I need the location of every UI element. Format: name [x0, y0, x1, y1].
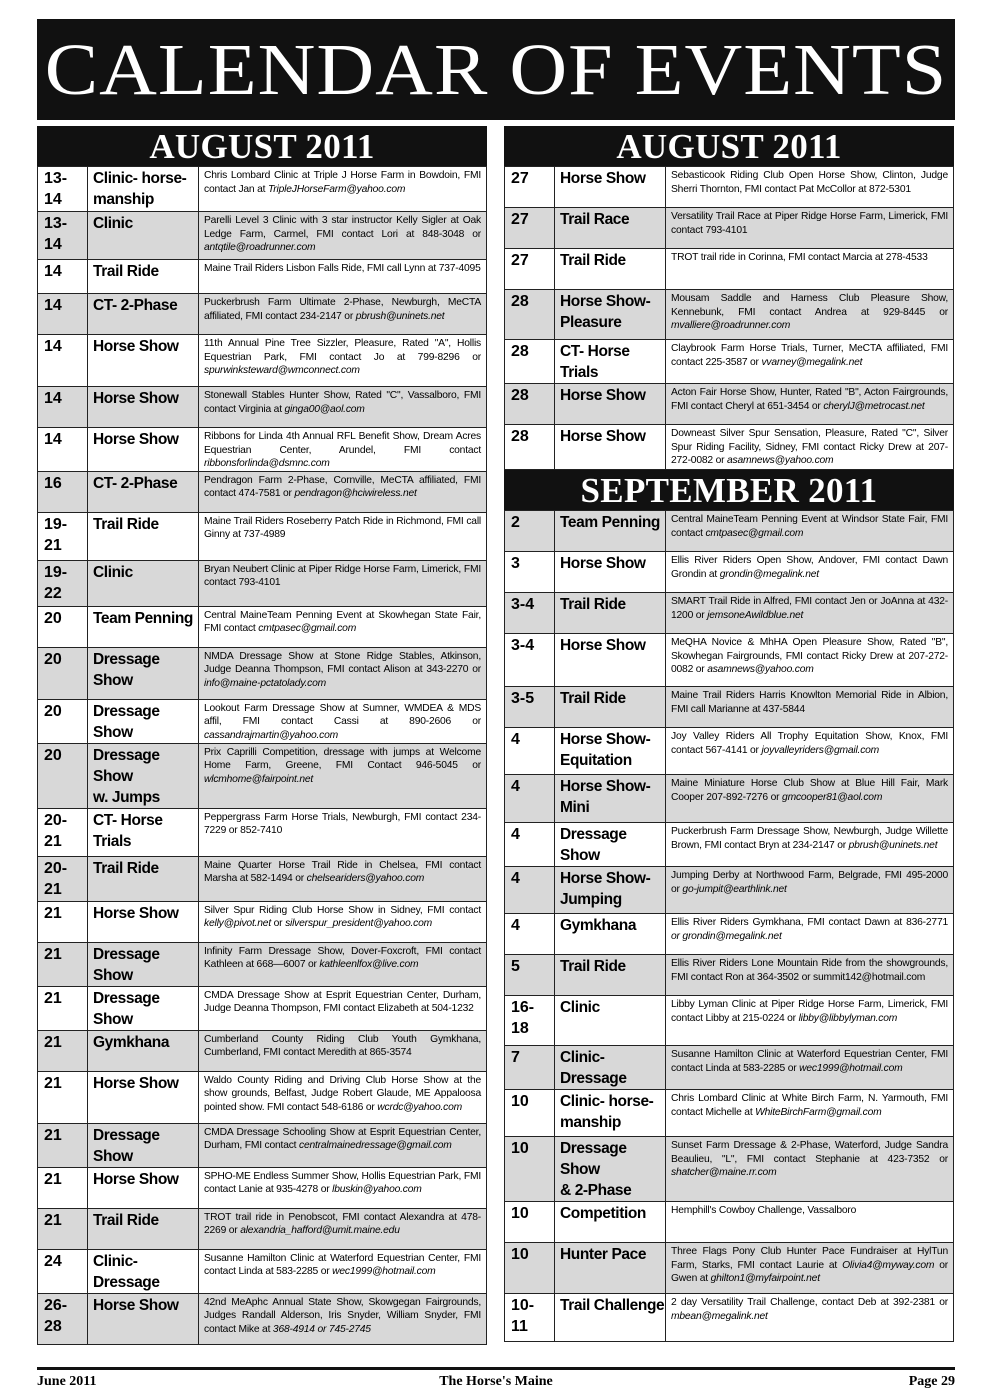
event-description: Ellis River Riders Lone Mountain Ride from the showgrounds, FMI contact Ron at 364-3502 or summit142@hotmail.com — [666, 955, 954, 996]
event-description: Sebasticook Riding Club Open Horse Show, Clinton, Judge Sherri Thornton, FMI contact Pat McCollor at 872-5301 — [666, 167, 954, 208]
event-type: CT- 2-Phase — [88, 294, 199, 335]
event-date: 20 — [38, 606, 88, 647]
event-type: Trail Ride — [555, 593, 666, 634]
event-date: 27 — [505, 208, 555, 249]
event-row — [38, 808, 487, 856]
event-row — [505, 1294, 954, 1342]
event-type: Trail Ride — [88, 260, 199, 294]
event-description: CMDA Dressage Schooling Show at Esprit Equestrian Center, Durham, FMI contact centralmainedressage@gmail.com — [199, 1123, 487, 1167]
event-type: Trail Challenge — [555, 1294, 666, 1342]
event-date: 21 — [38, 1123, 88, 1167]
event-type: Horse Show — [88, 1293, 199, 1344]
event-row — [505, 634, 954, 687]
event-row — [505, 552, 954, 593]
event-date: 14 — [38, 387, 88, 428]
event-type: Clinic- Dressage — [555, 1046, 666, 1090]
event-row — [505, 1243, 954, 1294]
event-type: Dressage Show — [88, 699, 199, 743]
event-date: 14 — [38, 294, 88, 335]
event-description: SPHO-ME Endless Summer Show, Hollis Equestrian Park, FMI contact Lanie at 935-4278 or lbuskin@yahoo.com — [199, 1167, 487, 1208]
event-row — [38, 512, 487, 560]
event-type: Clinic- horse- manship — [88, 167, 199, 212]
event-row — [38, 1208, 487, 1249]
event-type: Trail Ride — [88, 1208, 199, 1249]
event-date: 21 — [38, 986, 88, 1030]
event-row — [38, 1293, 487, 1344]
event-description: Libby Lyman Clinic at Piper Ridge Horse Farm, Limerick, FMI contact Libby at 215-0224 or libby@libbylyman.com — [666, 996, 954, 1046]
event-type: Team Penning — [555, 511, 666, 552]
event-date: 4 — [505, 823, 555, 867]
event-description: Bryan Neubert Clinic at Piper Ridge Horse Farm, Limerick, FMI contact 793-4101 — [199, 560, 487, 606]
event-type: Competition — [555, 1202, 666, 1243]
event-type: Clinic — [555, 996, 666, 1046]
left-column — [37, 126, 487, 1345]
event-row — [38, 335, 487, 387]
section-heading: AUGUST 2011 — [37, 126, 487, 166]
event-date: 20- 21 — [38, 808, 88, 856]
event-description: Claybrook Farm Horse Trials, Turner, MeCTA affiliated, FMI contact 225-3587 or vvarney@megalink.net — [666, 340, 954, 384]
event-row — [505, 425, 954, 470]
event-type: Dressage Show w. Jumps — [88, 743, 199, 808]
event-type: Trail Ride — [555, 955, 666, 996]
event-row — [38, 1123, 487, 1167]
event-type: Horse Show — [88, 1071, 199, 1123]
event-date: 10- 11 — [505, 1294, 555, 1342]
event-type: Team Penning — [88, 606, 199, 647]
event-row — [505, 593, 954, 634]
event-type: Horse Show- Pleasure — [555, 290, 666, 340]
event-description: Waldo County Riding and Driving Club Horse Show at the show grounds, Belfast, Judge Robert Glaude, ME Appaloosa pointed show. FMI contact 548-6186 or wcrdc@yahoo.com — [199, 1071, 487, 1123]
event-row — [505, 208, 954, 249]
event-row — [38, 647, 487, 699]
event-type: Horse Show — [555, 634, 666, 687]
event-description: Maine Trail Riders Roseberry Patch Ride in Richmond, FMI call Ginny at 737-4989 — [199, 512, 487, 560]
event-type: Clinic — [88, 212, 199, 260]
event-description: Lookout Farm Dressage Show at Sumner, WMDEA & MDS affil, FMI contact Cassi at 890-2606 or cassandrajmartin@yahoo.com — [199, 699, 487, 743]
footer-rule — [37, 1367, 955, 1370]
event-description: Sunset Farm Dressage & 2-Phase, Waterford, Judge Sandra Beaulieu, "L", FMI contact Stephanie at 423-7352 or shatcher@maine.rr.com — [666, 1137, 954, 1202]
event-description: Ellis River Riders Open Show, Andover, FMI contact Dawn Grondin at grondin@megalink.net — [666, 552, 954, 593]
event-date: 5 — [505, 955, 555, 996]
event-type: Horse Show — [88, 1167, 199, 1208]
event-description: TROT trail ride in Corinna, FMI contact Marcia at 278-4533 — [666, 249, 954, 290]
events-table — [37, 166, 487, 1345]
event-description: 42nd MeAphc Annual State Show, Skowgegan Fairgrounds, Judges Randall Alderson, Iris Snyder, William Snyder, FMI contact Mike at 368-4914 or 745-2745 — [199, 1293, 487, 1344]
event-date: 28 — [505, 425, 555, 470]
event-date: 19- 22 — [38, 560, 88, 606]
event-type: Dressage Show — [88, 942, 199, 986]
event-type: Horse Show — [88, 387, 199, 428]
event-type: Dressage Show & 2-Phase — [555, 1137, 666, 1202]
event-description: 2 day Versatility Trail Challenge, contact Deb at 392-2381 or mbean@megalink.net — [666, 1294, 954, 1342]
event-type: Horse Show — [555, 167, 666, 208]
event-description: Pendragon Farm 2-Phase, Cornville, MeCTA affiliated, FMI contact 474-7581 or pendragon@hciwireless.net — [199, 471, 487, 512]
event-date: 21 — [38, 901, 88, 942]
event-row — [38, 1030, 487, 1071]
event-description: Parelli Level 3 Clinic with 3 star instructor Kelly Sigler at Oak Ledge Farm, Carmel, FMI contact Lori at 848-3048 or antqtile@roadrunner.com — [199, 212, 487, 260]
footer — [37, 1374, 955, 1390]
event-row — [505, 384, 954, 425]
event-row — [38, 606, 487, 647]
event-description: Versatility Trail Race at Piper Ridge Horse Farm, Limerick, FMI contact 793-4101 — [666, 208, 954, 249]
event-date: 21 — [38, 1030, 88, 1071]
event-date: 4 — [505, 914, 555, 955]
event-type: Dressage Show — [88, 986, 199, 1030]
event-row — [505, 867, 954, 914]
event-row — [505, 775, 954, 823]
event-type: Horse Show- Mini — [555, 775, 666, 823]
event-type: Horse Show — [555, 425, 666, 470]
event-row — [38, 1071, 487, 1123]
event-description: Mousam Saddle and Harness Club Pleasure Show, Kennebunk, FMI contact Andrea at 929-8445 or mvalliere@roadrunner.com — [666, 290, 954, 340]
event-description: Prix Caprilli Competition, dressage with jumps at Welcome Home Farm, Greene, FMI Contact 946-5045 or wlcmhome@fairpoint.net — [199, 743, 487, 808]
event-row — [505, 914, 954, 955]
event-description: SMART Trail Ride in Alfred, FMI contact Jen or JoAnna at 432-1200 or jemsoneAwildblue.net — [666, 593, 954, 634]
event-date: 20 — [38, 647, 88, 699]
event-date: 4 — [505, 728, 555, 775]
events-table — [504, 510, 954, 1342]
event-description: Central MaineTeam Penning Event at Windsor State Fair, FMI contact cmtpasec@gmail.com — [666, 511, 954, 552]
event-date: 10 — [505, 1202, 555, 1243]
event-row — [38, 212, 487, 260]
event-date: 21 — [38, 1208, 88, 1249]
event-date: 28 — [505, 340, 555, 384]
event-type: Horse Show — [88, 335, 199, 387]
event-description: Chris Lombard Clinic at White Birch Farm, N. Yarmouth, FMI contact Michelle at WhiteBirchFarm@gmail.com — [666, 1090, 954, 1137]
event-type: Hunter Pace — [555, 1243, 666, 1294]
event-description: Susanne Hamilton Clinic at Waterford Equestrian Center, FMI contact Linda at 583-2285 or wec1999@hotmail.com — [199, 1249, 487, 1293]
event-date: 27 — [505, 167, 555, 208]
event-type: Horse Show — [555, 552, 666, 593]
event-type: Horse Show — [88, 428, 199, 472]
event-date: 20 — [38, 743, 88, 808]
footer-page-number: Page 29 — [908, 1374, 955, 1389]
event-description: Ribbons for Linda 4th Annual RFL Benefit Show, Dream Acres Equestrian Center, Arundel, FMI contact ribbonsforlinda@dsmnc.com — [199, 428, 487, 472]
event-type: Horse Show — [555, 384, 666, 425]
event-row — [38, 387, 487, 428]
event-description: Susanne Hamilton Clinic at Waterford Equestrian Center, FMI contact Linda at 583-2285 or wec1999@hotmail.com — [666, 1046, 954, 1090]
event-date: 4 — [505, 775, 555, 823]
event-row — [38, 743, 487, 808]
event-row — [38, 699, 487, 743]
event-description: 11th Annual Pine Tree Sizzler, Pleasure, Rated "A", Hollis Equestrian Park, FMI contact Jo at 799-8296 or spurwinksteward@wmconnect.com — [199, 335, 487, 387]
event-row — [505, 167, 954, 208]
event-row — [505, 996, 954, 1046]
event-date: 13- 14 — [38, 212, 88, 260]
event-type: Trail Ride — [88, 512, 199, 560]
event-date: 3-5 — [505, 687, 555, 728]
event-date: 20 — [38, 699, 88, 743]
event-row — [505, 1202, 954, 1243]
event-date: 16 — [38, 471, 88, 512]
event-date: 16- 18 — [505, 996, 555, 1046]
event-date: 20- 21 — [38, 856, 88, 901]
section-heading: SEPTEMBER 2011 — [504, 470, 954, 510]
event-type: Horse Show- Equitation — [555, 728, 666, 775]
event-description: Three Flags Pony Club Hunter Pace Fundraiser at HylTun Farm, Starks, FMI contact Laurie at Olivia4@myway.com or Gwen at ghilton1@myfairpoint.net — [666, 1243, 954, 1294]
event-description: Joy Valley Riders All Trophy Equitation Show, Knox, FMI contact 567-4141 or joyvalleyriders@gmail.com — [666, 728, 954, 775]
page-title: CALENDAR OF EVENTS — [44, 29, 948, 110]
event-date: 14 — [38, 428, 88, 472]
event-description: Hemphill's Cowboy Challenge, Vassalboro — [666, 1202, 954, 1243]
event-description: Silver Spur Riding Club Horse Show in Sidney, FMI contact kelly@pivot.net or silverspur_president@yahoo.com — [199, 901, 487, 942]
event-date: 4 — [505, 867, 555, 914]
event-date: 10 — [505, 1090, 555, 1137]
event-row — [505, 687, 954, 728]
event-description: Acton Fair Horse Show, Hunter, Rated "B", Acton Fairgrounds, FMI contact Cheryl at 651-3454 or cherylJ@metrocast.net — [666, 384, 954, 425]
event-date: 28 — [505, 384, 555, 425]
event-date: 26- 28 — [38, 1293, 88, 1344]
event-date: 28 — [505, 290, 555, 340]
event-row — [38, 260, 487, 294]
event-type: CT- 2-Phase — [88, 471, 199, 512]
event-row — [505, 249, 954, 290]
event-type: Clinic- horse- manship — [555, 1090, 666, 1137]
event-description: Jumping Derby at Northwood Farm, Belgrade, FMI 495-2000 or go-jumpit@earthlink.net — [666, 867, 954, 914]
event-row — [38, 986, 487, 1030]
event-type: Gymkhana — [555, 914, 666, 955]
event-type: Dressage Show — [88, 647, 199, 699]
event-type: CT- Horse Trials — [88, 808, 199, 856]
event-description: Peppergrass Farm Horse Trials, Newburgh, FMI contact 234-7229 or 852-7410 — [199, 808, 487, 856]
event-description: TROT trail ride in Penobscot, FMI contact Alexandra at 478-2269 or alexandria_hafford@umit.maine.edu — [199, 1208, 487, 1249]
event-type: Gymkhana — [88, 1030, 199, 1071]
event-date: 14 — [38, 260, 88, 294]
event-row — [38, 294, 487, 335]
event-description: Maine Miniature Horse Club Show at Blue Hill Fair, Mark Cooper 207-892-7276 or gmcooper81@aol.com — [666, 775, 954, 823]
event-date: 10 — [505, 1137, 555, 1202]
event-row — [505, 728, 954, 775]
section-heading: AUGUST 2011 — [504, 126, 954, 166]
event-row — [505, 340, 954, 384]
event-type: CT- Horse Trials — [555, 340, 666, 384]
event-date: 3-4 — [505, 593, 555, 634]
right-column — [504, 126, 954, 1342]
event-row — [38, 1167, 487, 1208]
event-date: 19- 21 — [38, 512, 88, 560]
event-type: Dressage Show — [555, 823, 666, 867]
event-row — [38, 942, 487, 986]
event-date: 21 — [38, 942, 88, 986]
event-date: 27 — [505, 249, 555, 290]
event-description: CMDA Dressage Show at Esprit Equestrian Center, Durham, Judge Deanna Thompson, FMI contact Elizabeth at 504-1232 — [199, 986, 487, 1030]
event-row — [505, 511, 954, 552]
event-date: 13- 14 — [38, 167, 88, 212]
page-banner — [37, 19, 955, 120]
event-type: Dressage Show — [88, 1123, 199, 1167]
event-description: Ellis River Riders Gymkhana, FMI contact Dawn at 836-2771 or grondin@megalink.net — [666, 914, 954, 955]
event-date: 24 — [38, 1249, 88, 1293]
event-type: Horse Show — [88, 901, 199, 942]
event-description: Maine Quarter Horse Trail Ride in Chelsea, FMI contact Marsha at 582-1494 or chelseariders@yahoo.com — [199, 856, 487, 901]
event-type: Trail Ride — [555, 687, 666, 728]
event-description: Puckerbrush Farm Ultimate 2-Phase, Newburgh, MeCTA affiliated, FMI contact 234-2147 or pbrush@uninets.net — [199, 294, 487, 335]
event-date: 21 — [38, 1071, 88, 1123]
event-type: Clinic- Dressage — [88, 1249, 199, 1293]
event-row — [38, 560, 487, 606]
event-row — [38, 471, 487, 512]
event-description: MeQHA Novice & MhHA Open Pleasure Show, Rated "B", Skowhegan Fairgrounds, FMI contact Ricky Drew at 207-272-0082 or asamnews@yahoo.com — [666, 634, 954, 687]
event-row — [505, 1046, 954, 1090]
event-date: 21 — [38, 1167, 88, 1208]
event-row — [38, 1249, 487, 1293]
event-description: Maine Trail Riders Lisbon Falls Ride, FMI call Lynn at 737-4095 — [199, 260, 487, 294]
event-row — [505, 1137, 954, 1202]
events-table — [504, 166, 954, 470]
event-row — [505, 290, 954, 340]
event-description: Chris Lombard Clinic at Triple J Horse Farm in Bowdoin, FMI contact Jan at TripleJHorseFarm@yahoo.com — [199, 167, 487, 212]
event-date: 10 — [505, 1243, 555, 1294]
event-type: Trail Race — [555, 208, 666, 249]
event-row — [505, 1090, 954, 1137]
event-date: 3-4 — [505, 634, 555, 687]
event-type: Trail Ride — [555, 249, 666, 290]
event-type: Clinic — [88, 560, 199, 606]
event-row — [505, 823, 954, 867]
event-type: Trail Ride — [88, 856, 199, 901]
footer-date: June 2011 — [37, 1374, 97, 1389]
event-date: 3 — [505, 552, 555, 593]
event-description: Maine Trail Riders Harris Knowlton Memorial Ride in Albion, FMI call Marianne at 437-5844 — [666, 687, 954, 728]
event-date: 7 — [505, 1046, 555, 1090]
event-row — [38, 167, 487, 212]
event-date: 14 — [38, 335, 88, 387]
event-description: Stonewall Stables Hunter Show, Rated "C", Vassalboro, FMI contact Virginia at ginga00@aol.com — [199, 387, 487, 428]
event-description: Downeast Silver Spur Sensation, Pleasure, Rated "C", Silver Spur Riding Facility, Sidney, FMI contact Ricky Drew at 207-272-0082 or asamnews@yahoo.com — [666, 425, 954, 470]
event-type: Horse Show- Jumping — [555, 867, 666, 914]
event-row — [38, 856, 487, 901]
event-description: Cumberland County Riding Club Youth Gymkhana, Cumberland, FMI contact Meredith at 865-3574 — [199, 1030, 487, 1071]
event-row — [38, 901, 487, 942]
event-row — [505, 955, 954, 996]
footer-publication: The Horse's Maine — [439, 1374, 553, 1389]
event-description: Puckerbrush Farm Dressage Show, Newburgh, Judge Willette Brown, FMI contact Bryn at 234-2147 or pbrush@uninets.net — [666, 823, 954, 867]
event-row — [38, 428, 487, 472]
event-date: 2 — [505, 511, 555, 552]
event-description: Infinity Farm Dressage Show, Dover-Foxcroft, FMI contact Kathleen at 668—6007 or kathleenlfox@live.com — [199, 942, 487, 986]
event-description: Central MaineTeam Penning Event at Skowhegan State Fair, FMI contact cmtpasec@gmail.com — [199, 606, 487, 647]
event-description: NMDA Dressage Show at Stone Ridge Stables, Atkinson, Judge Deanna Thompson, FMI contact Alison at 343-2270 or info@maine-pctatolady.com — [199, 647, 487, 699]
